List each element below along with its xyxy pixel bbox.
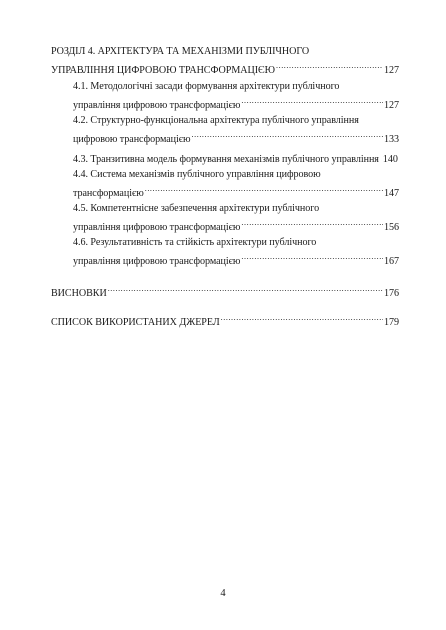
toc-section-4-1[interactable]	[51, 80, 399, 113]
toc-section-title-line2: цифровою трансформацією	[73, 134, 191, 145]
toc-references-row	[51, 311, 399, 330]
toc-page-number: 179	[384, 317, 399, 328]
toc-references-title: СПИСОК ВИКОРИСТАНИХ ДЖЕРЕЛ	[51, 317, 220, 328]
toc-section-title-line1: 4.2. Структурно-функціональна архітектура публічного управління	[73, 115, 359, 126]
toc-section-title-line2-row	[73, 94, 399, 113]
toc-section-4-3[interactable]	[51, 148, 399, 167]
toc-section-title-line2: управління цифровою трансформацією	[73, 100, 241, 111]
toc-section-title-line2-row	[73, 216, 399, 235]
toc-chapter-4[interactable]	[51, 45, 399, 78]
toc-section-title-line2: трансформацією	[73, 188, 144, 199]
toc-section-title-line2-row	[73, 182, 399, 201]
toc-page-number: 147	[384, 188, 399, 199]
toc-section-title-line1: 4.4. Система механізмів публічного управління цифровою	[73, 169, 321, 180]
toc-page-number: 127	[384, 100, 399, 111]
toc-page-number: 167	[384, 256, 399, 267]
dot-leader	[241, 94, 383, 108]
toc-section-title-row	[73, 148, 399, 167]
toc-page-number: 127	[384, 65, 399, 76]
toc-page-number: 156	[384, 222, 399, 233]
table-of-contents	[51, 45, 399, 330]
dot-leader	[276, 59, 383, 73]
toc-page-number: 176	[384, 288, 399, 299]
toc-section-title-line1: 4.6. Результативність та стійкість архітектури публічного	[73, 237, 317, 248]
toc-conclusions-row	[51, 282, 399, 301]
page-number: 4	[220, 588, 226, 599]
toc-section-title-line2: управління цифровою трансформацією	[73, 256, 241, 267]
toc-section-title-line2-row	[73, 128, 399, 147]
dot-leader	[241, 216, 383, 230]
toc-section-title-line2-row	[73, 250, 399, 269]
toc-section-title-line1: 4.1. Методологічні засади формування архітектури публічного	[73, 81, 340, 92]
toc-section-4-6[interactable]	[51, 236, 399, 269]
dot-leader	[108, 282, 383, 296]
toc-conclusions-title: ВИСНОВКИ	[51, 288, 107, 299]
toc-page-number: 133	[384, 134, 399, 145]
toc-section-title-line1: 4.5. Компетентнісне забезпечення архітектури публічного	[73, 203, 320, 214]
toc-section-4-5[interactable]	[51, 202, 399, 235]
toc-chapter-title-line1: РОЗДІЛ 4. АРХІТЕКТУРА ТА МЕХАНІЗМИ ПУБЛІЧНОГО	[51, 46, 310, 57]
toc-section-4-2[interactable]	[51, 114, 399, 147]
toc-conclusions[interactable]	[51, 282, 399, 301]
toc-section-4-4[interactable]	[51, 168, 399, 201]
dot-leader	[192, 128, 383, 142]
toc-section-title-line2: управління цифровою трансформацією	[73, 222, 241, 233]
toc-chapter-title-line2: УПРАВЛІННЯ ЦИФРОВОЮ ТРАНСФОРМАЦІЄЮ	[51, 65, 275, 76]
dot-leader	[145, 182, 383, 196]
toc-section-title: 4.3. Транзитивна модель формування механізмів публічного управління	[73, 154, 379, 165]
toc-page-number: 140	[382, 154, 398, 165]
dot-leader	[241, 250, 383, 264]
toc-chapter-title-line2-row	[51, 59, 399, 78]
dot-leader	[221, 311, 383, 325]
toc-references[interactable]	[51, 311, 399, 330]
